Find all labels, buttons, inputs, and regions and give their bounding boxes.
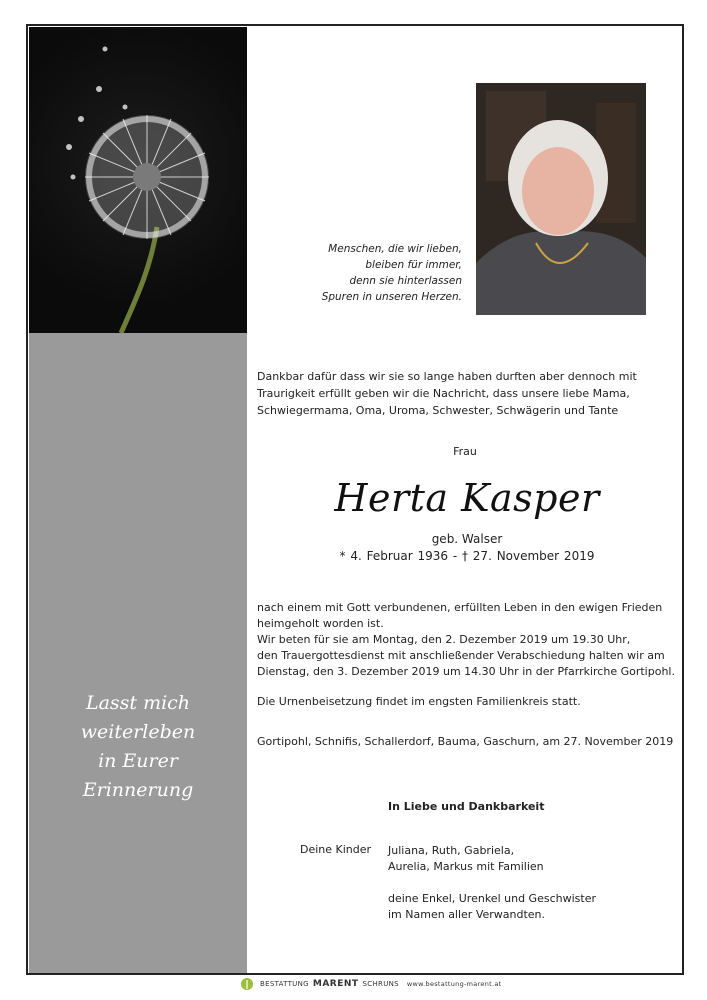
poem-line: denn sie hinterlassen	[349, 275, 462, 287]
children-names	[388, 843, 544, 875]
mourners-line: im Namen aller Verwandten.	[388, 908, 546, 921]
birth-name: geb. Walser	[431, 532, 503, 546]
footer-brand: MARENT	[312, 979, 359, 989]
leaf-logo-icon	[240, 977, 254, 991]
poem-line: Menschen, die wir lieben,	[328, 243, 462, 255]
mourners-line: deine Enkel, Urenkel und Geschwister	[388, 892, 596, 905]
urn-burial-note: Die Urnenbeisetzung findet im engsten Familienkreis statt.	[257, 695, 581, 708]
body-line: nach einem mit Gott verbundenen, erfüllten Leben in den ewigen Frieden	[257, 601, 663, 614]
sidebar-panel	[29, 333, 247, 973]
mourners-heading: In Liebe und Dankbarkeit	[388, 800, 545, 813]
children-line: Juliana, Ruth, Gabriela,	[388, 844, 515, 857]
footer-url[interactable]: www.bestattung-marent.at	[406, 980, 502, 988]
quote-line: in Eurer	[98, 750, 178, 772]
quote-line: weiterleben	[80, 721, 196, 743]
intro-text	[257, 368, 677, 419]
quote-line: Lasst mich	[85, 692, 191, 714]
body-line: Wir beten für sie am Montag, den 2. Dezember 2019 um 19.30 Uhr,	[257, 633, 631, 646]
poem-line: Spuren in unseren Herzen.	[321, 291, 462, 303]
dandelion-icon	[29, 27, 247, 333]
intro-line: Traurigkeit erfüllt geben wir die Nachricht, dass unsere liebe Mama,	[257, 387, 630, 400]
portrait-image	[476, 83, 646, 315]
salutation: Frau	[453, 445, 477, 458]
footer-suffix: SCHRUNS	[362, 980, 399, 988]
announcement-body	[257, 600, 677, 680]
body-line: Dienstag, den 3. Dezember 2019 um 14.30 Uhr in der Pfarrkirche Gortipohl.	[257, 665, 675, 678]
place-and-date: Gortipohl, Schnifis, Schallerdorf, Bauma, Gaschurn, am 27. November 2019	[257, 735, 674, 748]
deceased-name: Herta Kasper	[334, 476, 600, 520]
body-line: den Trauergottesdienst mit anschließender Verabschiedung halten wir am	[257, 649, 665, 662]
children-line: Aurelia, Markus mit Familien	[388, 860, 544, 873]
footer	[240, 976, 502, 992]
body-line: heimgeholt worden ist.	[257, 617, 384, 630]
memorial-poem	[300, 241, 462, 305]
dandelion-photo	[29, 27, 247, 333]
life-dates: * 4. Februar 1936 - † 27. November 2019	[339, 549, 595, 563]
portrait-photo	[476, 83, 646, 315]
intro-line: Schwiegermama, Oma, Uroma, Schwester, Schwägerin und Tante	[257, 404, 619, 417]
intro-line: Dankbar dafür dass wir sie so lange haben durften aber dennoch mit	[257, 370, 637, 383]
sidebar-quote	[29, 689, 247, 805]
poem-line: bleiben für immer,	[365, 259, 462, 271]
footer-prefix: BESTATTUNG	[260, 980, 309, 988]
quote-line: Erinnerung	[82, 779, 194, 801]
other-mourners	[388, 891, 596, 923]
children-label: Deine Kinder	[300, 843, 372, 856]
